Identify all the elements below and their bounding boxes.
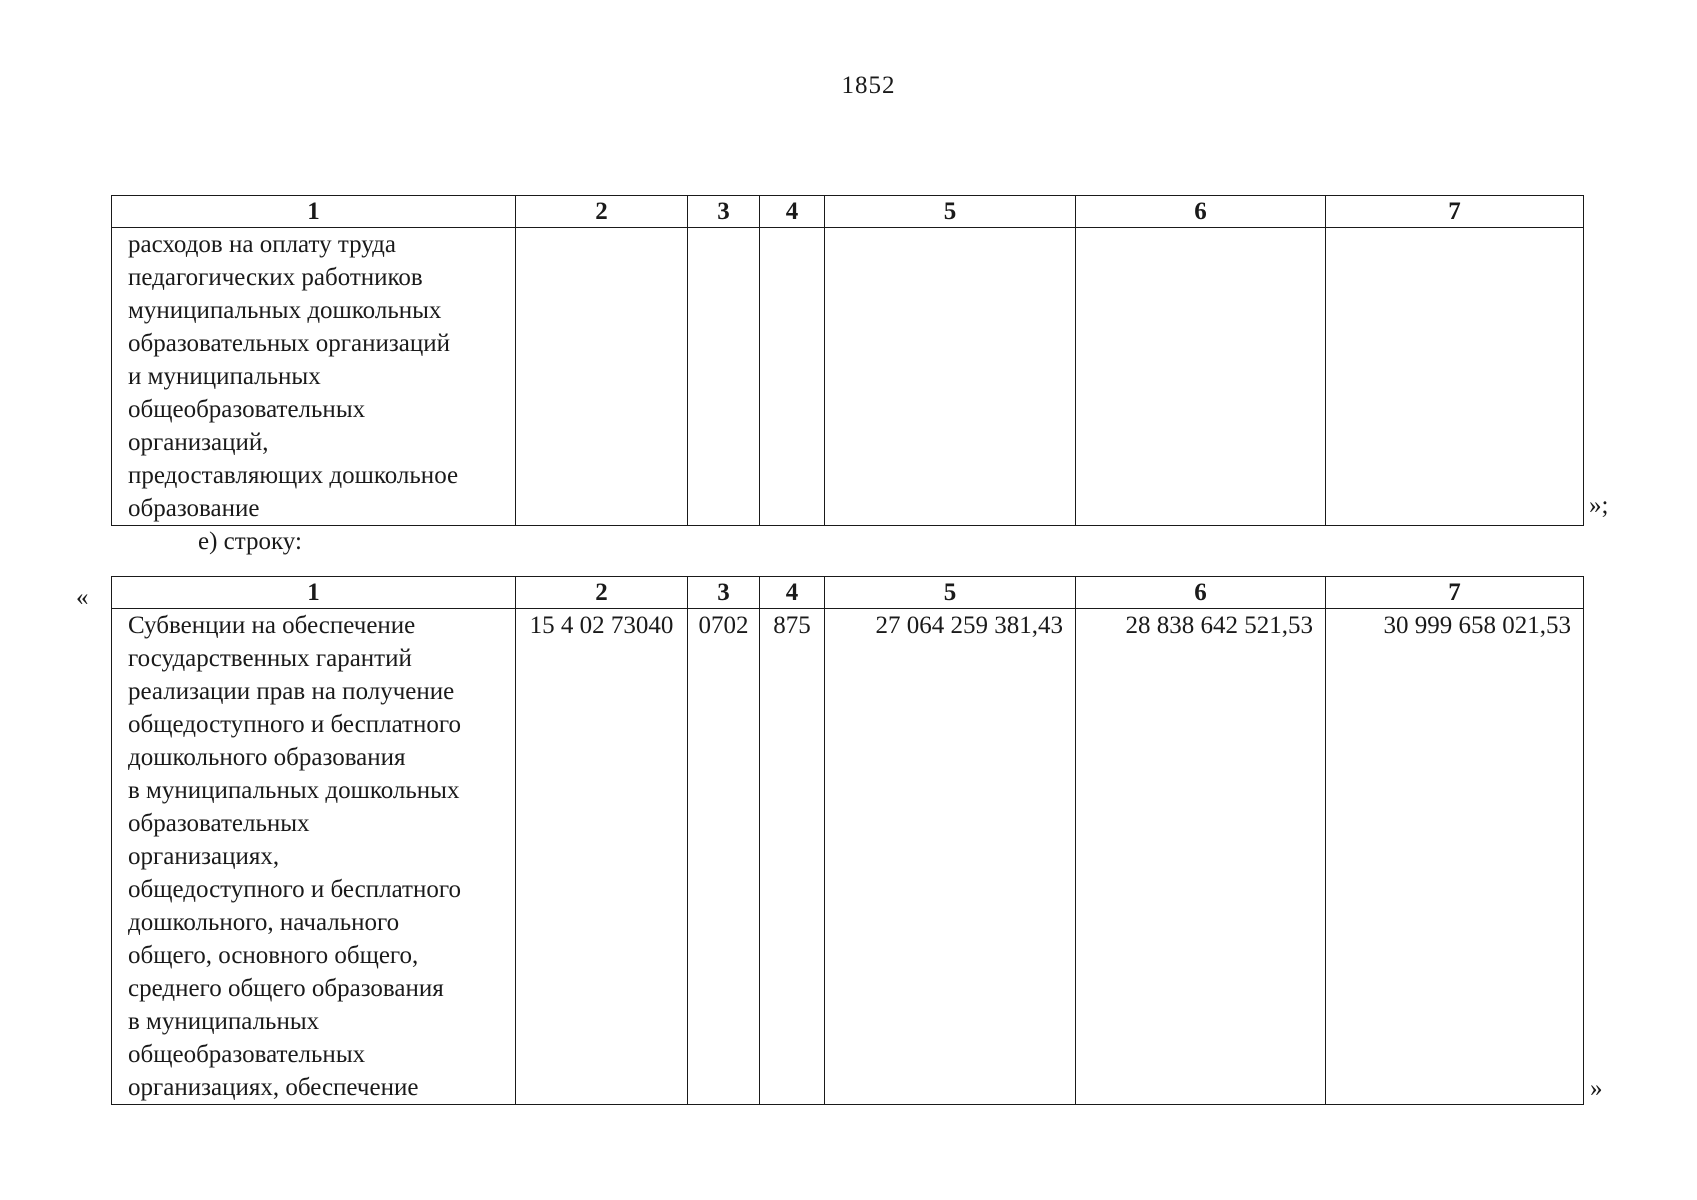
column-header-2: 2 [516, 196, 688, 228]
budget-table-continuation [111, 195, 1584, 526]
amount-year1-cell: 27 064 259 381,43 [825, 609, 1076, 1105]
closing-quote-mark: »; [1589, 492, 1609, 519]
column-header-7: 7 [1326, 196, 1584, 228]
expense-type-cell: 875 [760, 609, 825, 1105]
column-header-1: 1 [112, 577, 516, 609]
column-header-6: 6 [1076, 196, 1326, 228]
column-header-5: 5 [825, 196, 1076, 228]
opening-quote-mark: « [76, 584, 89, 611]
budget-table-new-row [111, 576, 1584, 1105]
section-code-cell: 0702 [688, 609, 760, 1105]
column-header-6: 6 [1076, 577, 1326, 609]
amount-year2-cell: 28 838 642 521,53 [1076, 609, 1326, 1105]
column-number-header [112, 196, 1584, 228]
amount-year1-cell [825, 228, 1076, 526]
amount-year3-cell: 30 999 658 021,53 [1326, 609, 1584, 1105]
column-header-3: 3 [688, 196, 760, 228]
table-row [112, 228, 1584, 526]
section-code-cell [688, 228, 760, 526]
amount-year2-cell [1076, 228, 1326, 526]
column-header-3: 3 [688, 577, 760, 609]
page-number: 1852 [841, 72, 896, 99]
expense-type-cell [760, 228, 825, 526]
amendment-instruction: е) строку: [198, 528, 302, 555]
column-header-2: 2 [516, 577, 688, 609]
target-article-cell: 15 4 02 73040 [516, 609, 688, 1105]
row-description: Субвенции на обеспечение государственных гарантий реализации прав на получение общедоступного и бесплатного дошкольного образования в муниципальных дошкольных образовательных организациях, общедоступного и бесплатного дошкольного, начального общего, основного общего, среднего общего образования в муниципальных общеобразовательных организациях, обеспечение [112, 609, 516, 1105]
closing-quote-mark: » [1590, 1075, 1603, 1102]
column-header-4: 4 [760, 196, 825, 228]
column-header-1: 1 [112, 196, 516, 228]
column-header-5: 5 [825, 577, 1076, 609]
column-header-7: 7 [1326, 577, 1584, 609]
column-header-4: 4 [760, 577, 825, 609]
target-article-cell [516, 228, 688, 526]
column-number-header [112, 577, 1584, 609]
amount-year3-cell [1326, 228, 1584, 526]
row-description: расходов на оплату труда педагогических работников муниципальных дошкольных образовательных организаций и муниципальных общеобразовательных организаций, предоставляющих дошкольное образование [112, 228, 516, 526]
table-row [112, 609, 1584, 1105]
